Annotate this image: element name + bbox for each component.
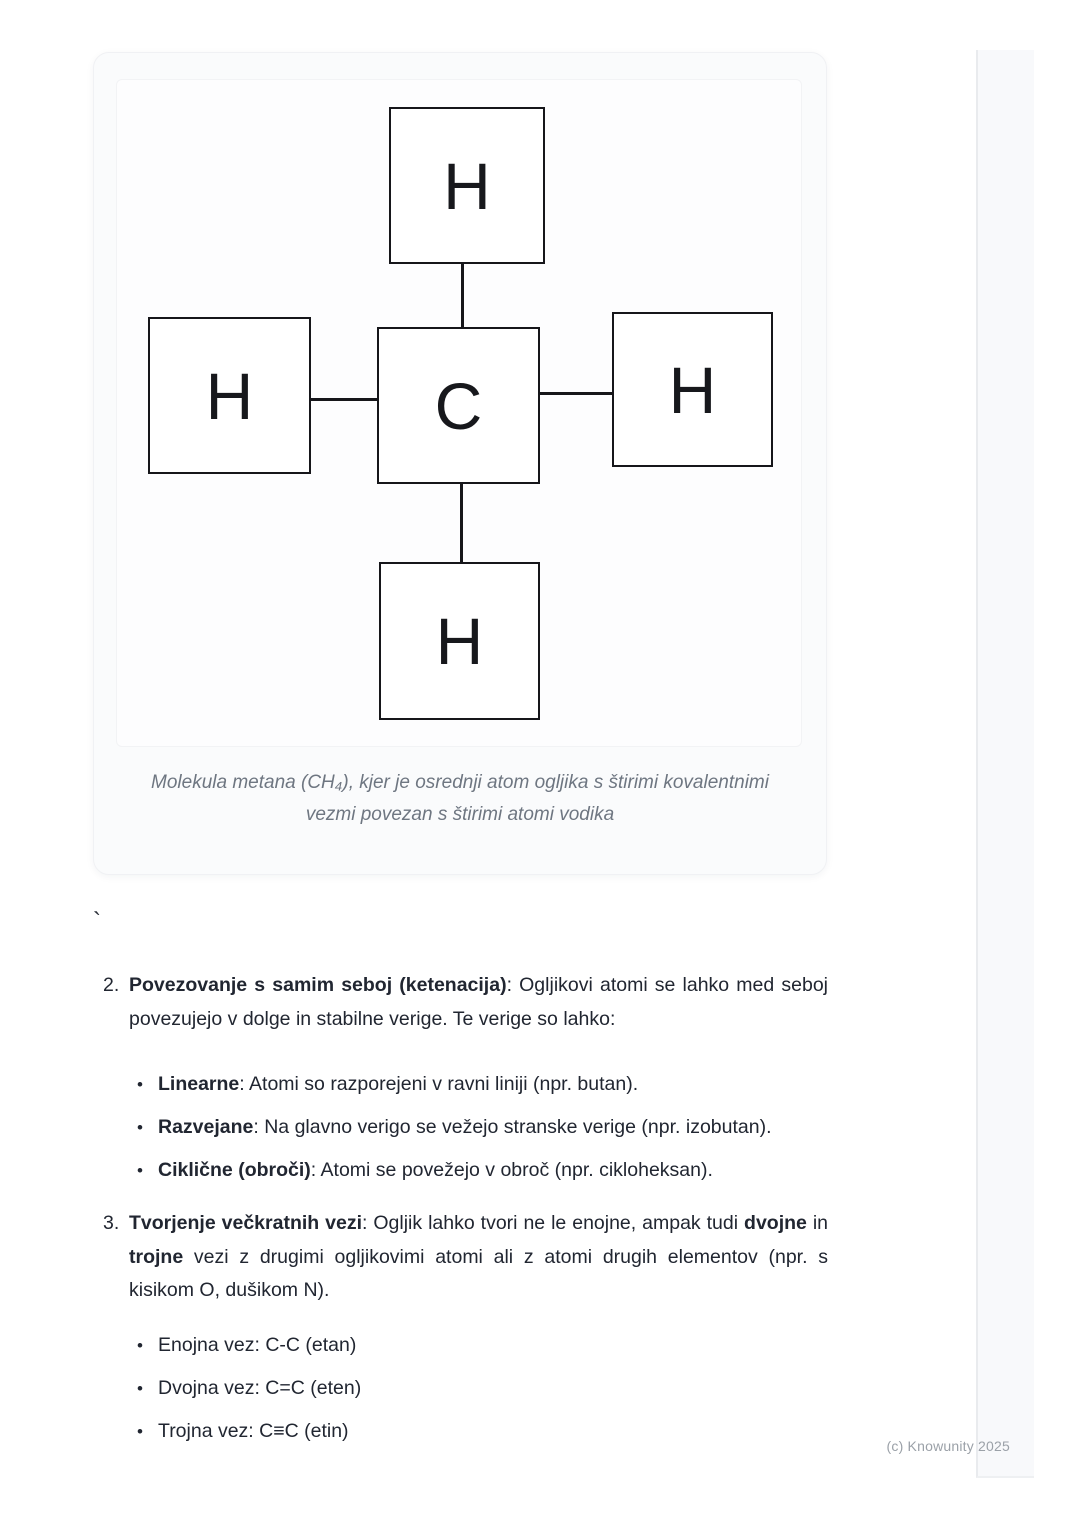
list-item-dvojna-vez <box>137 1372 828 1405</box>
bullet-icon: • <box>137 1161 143 1180</box>
bullet-icon: • <box>137 1118 143 1137</box>
list-item-linearne <box>137 1068 828 1101</box>
figure-caption-line2: vezmi povezan s štirimi atomi vodika <box>305 804 615 825</box>
list-item-head: Povezovanje s samim seboj (ketenacija) <box>129 974 507 996</box>
methane-diagram <box>116 79 802 747</box>
list-item-head: Tvorjenje večkratnih vezi <box>129 1212 363 1234</box>
list-item-rest: : Atomi se povežejo v obroč (npr. cikloheksan). <box>310 1159 713 1181</box>
list-item-rest: : Atomi so razporejeni v ravni liniji (npr. butan). <box>239 1073 639 1095</box>
list-item-trojna-vez <box>137 1415 828 1448</box>
list-item-head: Linearne <box>158 1073 240 1095</box>
list-item-text <box>129 1207 828 1308</box>
atom-label: H <box>205 358 254 433</box>
list-item-text <box>158 1154 713 1187</box>
list-marker: 3. <box>103 1212 120 1234</box>
list-item-head: Ciklične (obroči) <box>158 1159 311 1181</box>
atom-label: H <box>443 148 491 223</box>
bond-line-right <box>540 392 612 395</box>
list-item-enojna-vez <box>137 1329 828 1362</box>
atom-label: C <box>434 368 483 443</box>
list-item-text: Enojna vez: C-C (etan) <box>158 1334 357 1356</box>
list-item-head: Razvejane <box>158 1116 254 1138</box>
atom-box-h-bottom <box>379 562 540 720</box>
list-item-rest: : Ogljikovi atomi se lahko med seboj povezujejo v dolge in stabilne verige. Te verige so lahko: <box>129 974 828 1030</box>
list-item-ciklicne <box>137 1154 828 1187</box>
list-item-rest: : Ogljik lahko tvori ne le enojne, ampak tudi <box>362 1212 745 1234</box>
list-item-text <box>129 969 828 1036</box>
list-item-razvejane <box>137 1111 828 1144</box>
list-marker: 2. <box>103 974 120 996</box>
list-item-rest: vezi z drugimi ogljikovimi atomi ali z atomi drugih elementov (npr. s kisikom O, dušikom N). <box>129 1245 828 1301</box>
bullet-icon: • <box>137 1422 143 1441</box>
bullet-icon: • <box>137 1379 143 1398</box>
figure-card <box>93 52 827 875</box>
atom-label: H <box>435 604 484 678</box>
list-item-text <box>158 1111 772 1144</box>
list-item-rest: : Na glavno verigo se vežejo stranske verige (npr. izobutan). <box>253 1116 772 1138</box>
list-item-text <box>158 1068 638 1101</box>
copyright-watermark: (c) Knowunity 2025 <box>886 1438 1010 1454</box>
atom-box-c-center <box>377 327 540 484</box>
list-item-ketenacija <box>103 969 828 1036</box>
bold-word-trojne: trojne <box>129 1245 184 1268</box>
atom-box-h-top <box>389 107 545 264</box>
scrollbar-track[interactable] <box>976 50 1034 1478</box>
list-item-text: Dvojna vez: C=C (eten) <box>158 1377 362 1399</box>
bond-line-left <box>311 398 377 401</box>
atom-label: H <box>668 352 717 427</box>
atom-box-h-left <box>148 317 311 474</box>
list-item-veckratne-vezi <box>103 1207 828 1308</box>
figure-caption <box>94 767 826 831</box>
bullet-icon: • <box>137 1075 143 1094</box>
bullet-icon: • <box>137 1336 143 1355</box>
figure-caption-line1: Molekula metana (CH₄), kjer je osrednji atom ogljika s štirimi kovalentnimi <box>151 772 769 793</box>
bond-line-bottom <box>460 484 463 562</box>
bond-line-top <box>461 264 464 327</box>
stray-backtick: ` <box>93 908 101 935</box>
list-item-text: Trojna vez: C≡C (etin) <box>158 1420 349 1442</box>
list-item-rest: in <box>806 1212 829 1234</box>
atom-box-h-right <box>612 312 773 467</box>
bond-types-list <box>137 1329 828 1458</box>
chain-types-list <box>137 1068 828 1197</box>
bold-word-dvojne: dvojne <box>744 1212 807 1234</box>
